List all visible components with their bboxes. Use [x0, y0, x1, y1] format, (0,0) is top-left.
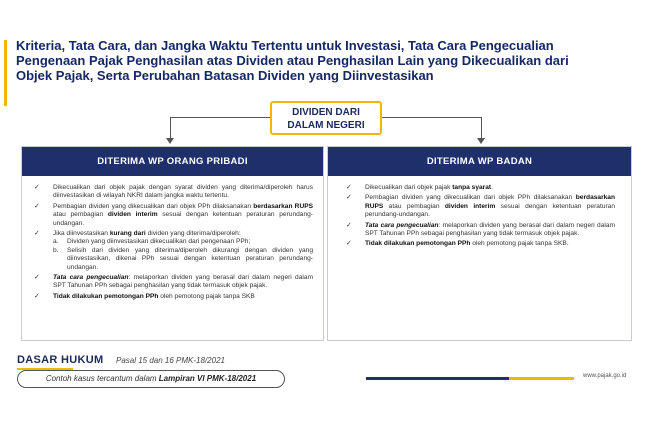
- arrow-left-icon: [166, 138, 174, 144]
- check-icon: ✓: [346, 221, 352, 229]
- footer-stripe-navy: [366, 377, 509, 380]
- panel-header-orang-pribadi: DITERIMA WP ORANG PRIBADI: [22, 147, 323, 176]
- page-title: [16, 38, 636, 83]
- sub-list-item: b. Selisih dari dividen yang diterima/diperoleh dikurangi dengan dividen yang diinvestasikan, dikenai PPh sesuai dengan ketentuan peraturan perundang-undangan.: [53, 246, 313, 271]
- check-icon: ✓: [346, 184, 352, 191]
- list-item: ✓ Pembagian dividen yang dikecualikan dari objek PPh dilaksanakan berdasarkan RUPS atau pembagian dividen interim sesuai dengan ketentuan peraturan perundang-undangan.: [34, 202, 313, 227]
- check-icon: ✓: [346, 240, 352, 248]
- check-icon: ✓: [34, 202, 40, 210]
- center-box-line-1: DIVIDEN DARI: [292, 107, 360, 118]
- footer-stripe-gold: [509, 377, 574, 380]
- list-item: ✓ Tidak dilakukan pemotongan PPh oleh pemotong pajak tanpa SKB: [34, 292, 255, 300]
- panel-body-badan: [328, 176, 631, 249]
- list-item: ✓ Tata cara pengecualian: melaporkan dividen yang berasal dari dalam negeri dalam SPT Tahunan PPh sebagai penghasilan yang tidak termasuk objek pajak.: [346, 221, 615, 238]
- check-icon: ✓: [34, 274, 40, 282]
- check-icon: ✓: [34, 184, 40, 191]
- panel-wp-badan: [327, 146, 632, 341]
- website-label: www.pajak.go.id: [583, 373, 627, 379]
- panel-header-badan: DITERIMA WP BADAN: [328, 147, 631, 176]
- arrow-right-icon: [477, 138, 485, 144]
- title-line-1: Kriteria, Tata Cara, dan Jangka Waktu Tertentu untuk Investasi, Tata Cara Pengecualian: [16, 38, 554, 53]
- dividend-source-box: [270, 101, 382, 135]
- list-item: ✓ Dikecualikan dari objek pajak dengan syarat dividen yang diterima/diperoleh harus diinvestasikan di wilayah NKRI dalam jangka waktu tertentu.: [34, 184, 313, 200]
- list-item: ✓ Tidak dilakukan pemotongan PPh oleh pemotong pajak tanpa SKB.: [346, 240, 569, 248]
- list-item: ✓ Pembagian dividen yang dikecualikan dari objek PPh dilaksanakan berdasarkan RUPS atau pembagian dividen interim sesuai dengan ketentuan peraturan perundang-undangan.: [346, 194, 615, 219]
- connector-left-h: [170, 117, 270, 118]
- check-icon: ✓: [346, 194, 352, 202]
- legal-basis-label: DASAR HUKUM: [17, 354, 104, 366]
- panel-body-orang-pribadi: [22, 176, 323, 301]
- panel-wp-orang-pribadi: [21, 146, 324, 341]
- case-example-note: Contoh kasus tercantum dalam Lampiran VI PMK-18/2021: [17, 370, 285, 388]
- list-item: ✓ Dikecualikan dari objek pajak tanpa syarat.: [346, 184, 493, 191]
- legal-basis-reference: Pasal 15 dan 16 PMK-18/2021: [116, 356, 225, 365]
- connector-right-h: [382, 117, 481, 118]
- connector-right-v: [481, 117, 482, 139]
- check-icon: ✓: [34, 230, 40, 238]
- check-icon: ✓: [34, 292, 40, 300]
- center-box-line-2: DALAM NEGERI: [287, 120, 365, 131]
- list-item: ✓ Tata cara pengecualian: melaporkan dividen yang berasal dari dalam negeri dalam SPT Tahunan PPh sebagai penghasilan yang tidak termasuk objek pajak.: [34, 274, 313, 290]
- title-line-3: Objek Pajak, Serta Perubahan Batasan Dividen yang Diinvestasikan: [16, 68, 434, 83]
- connector-left-v: [170, 117, 171, 139]
- title-accent-bar: [4, 40, 7, 106]
- sub-list-item: a. Dividen yang diinvestasikan dikecualikan dari pengenaan PPh;: [53, 238, 251, 246]
- title-line-2: Pengenaan Pajak Penghasilan atas Dividen atau Penghasilan Lain yang Dikecualikan dari: [16, 53, 569, 68]
- list-item: ✓ Jika diinvestasikan kurang dari dividen yang diterima/diperoleh: a. Dividen yang diinvestasikan dikecualikan dari pengenaan PPh; b. Selisih dari dividen yang diterima/diperoleh dikurangi dengan dividen yang diinvestasikan, dikenai PPh sesuai dengan ketentuan peraturan perundang-undangan.: [34, 230, 313, 271]
